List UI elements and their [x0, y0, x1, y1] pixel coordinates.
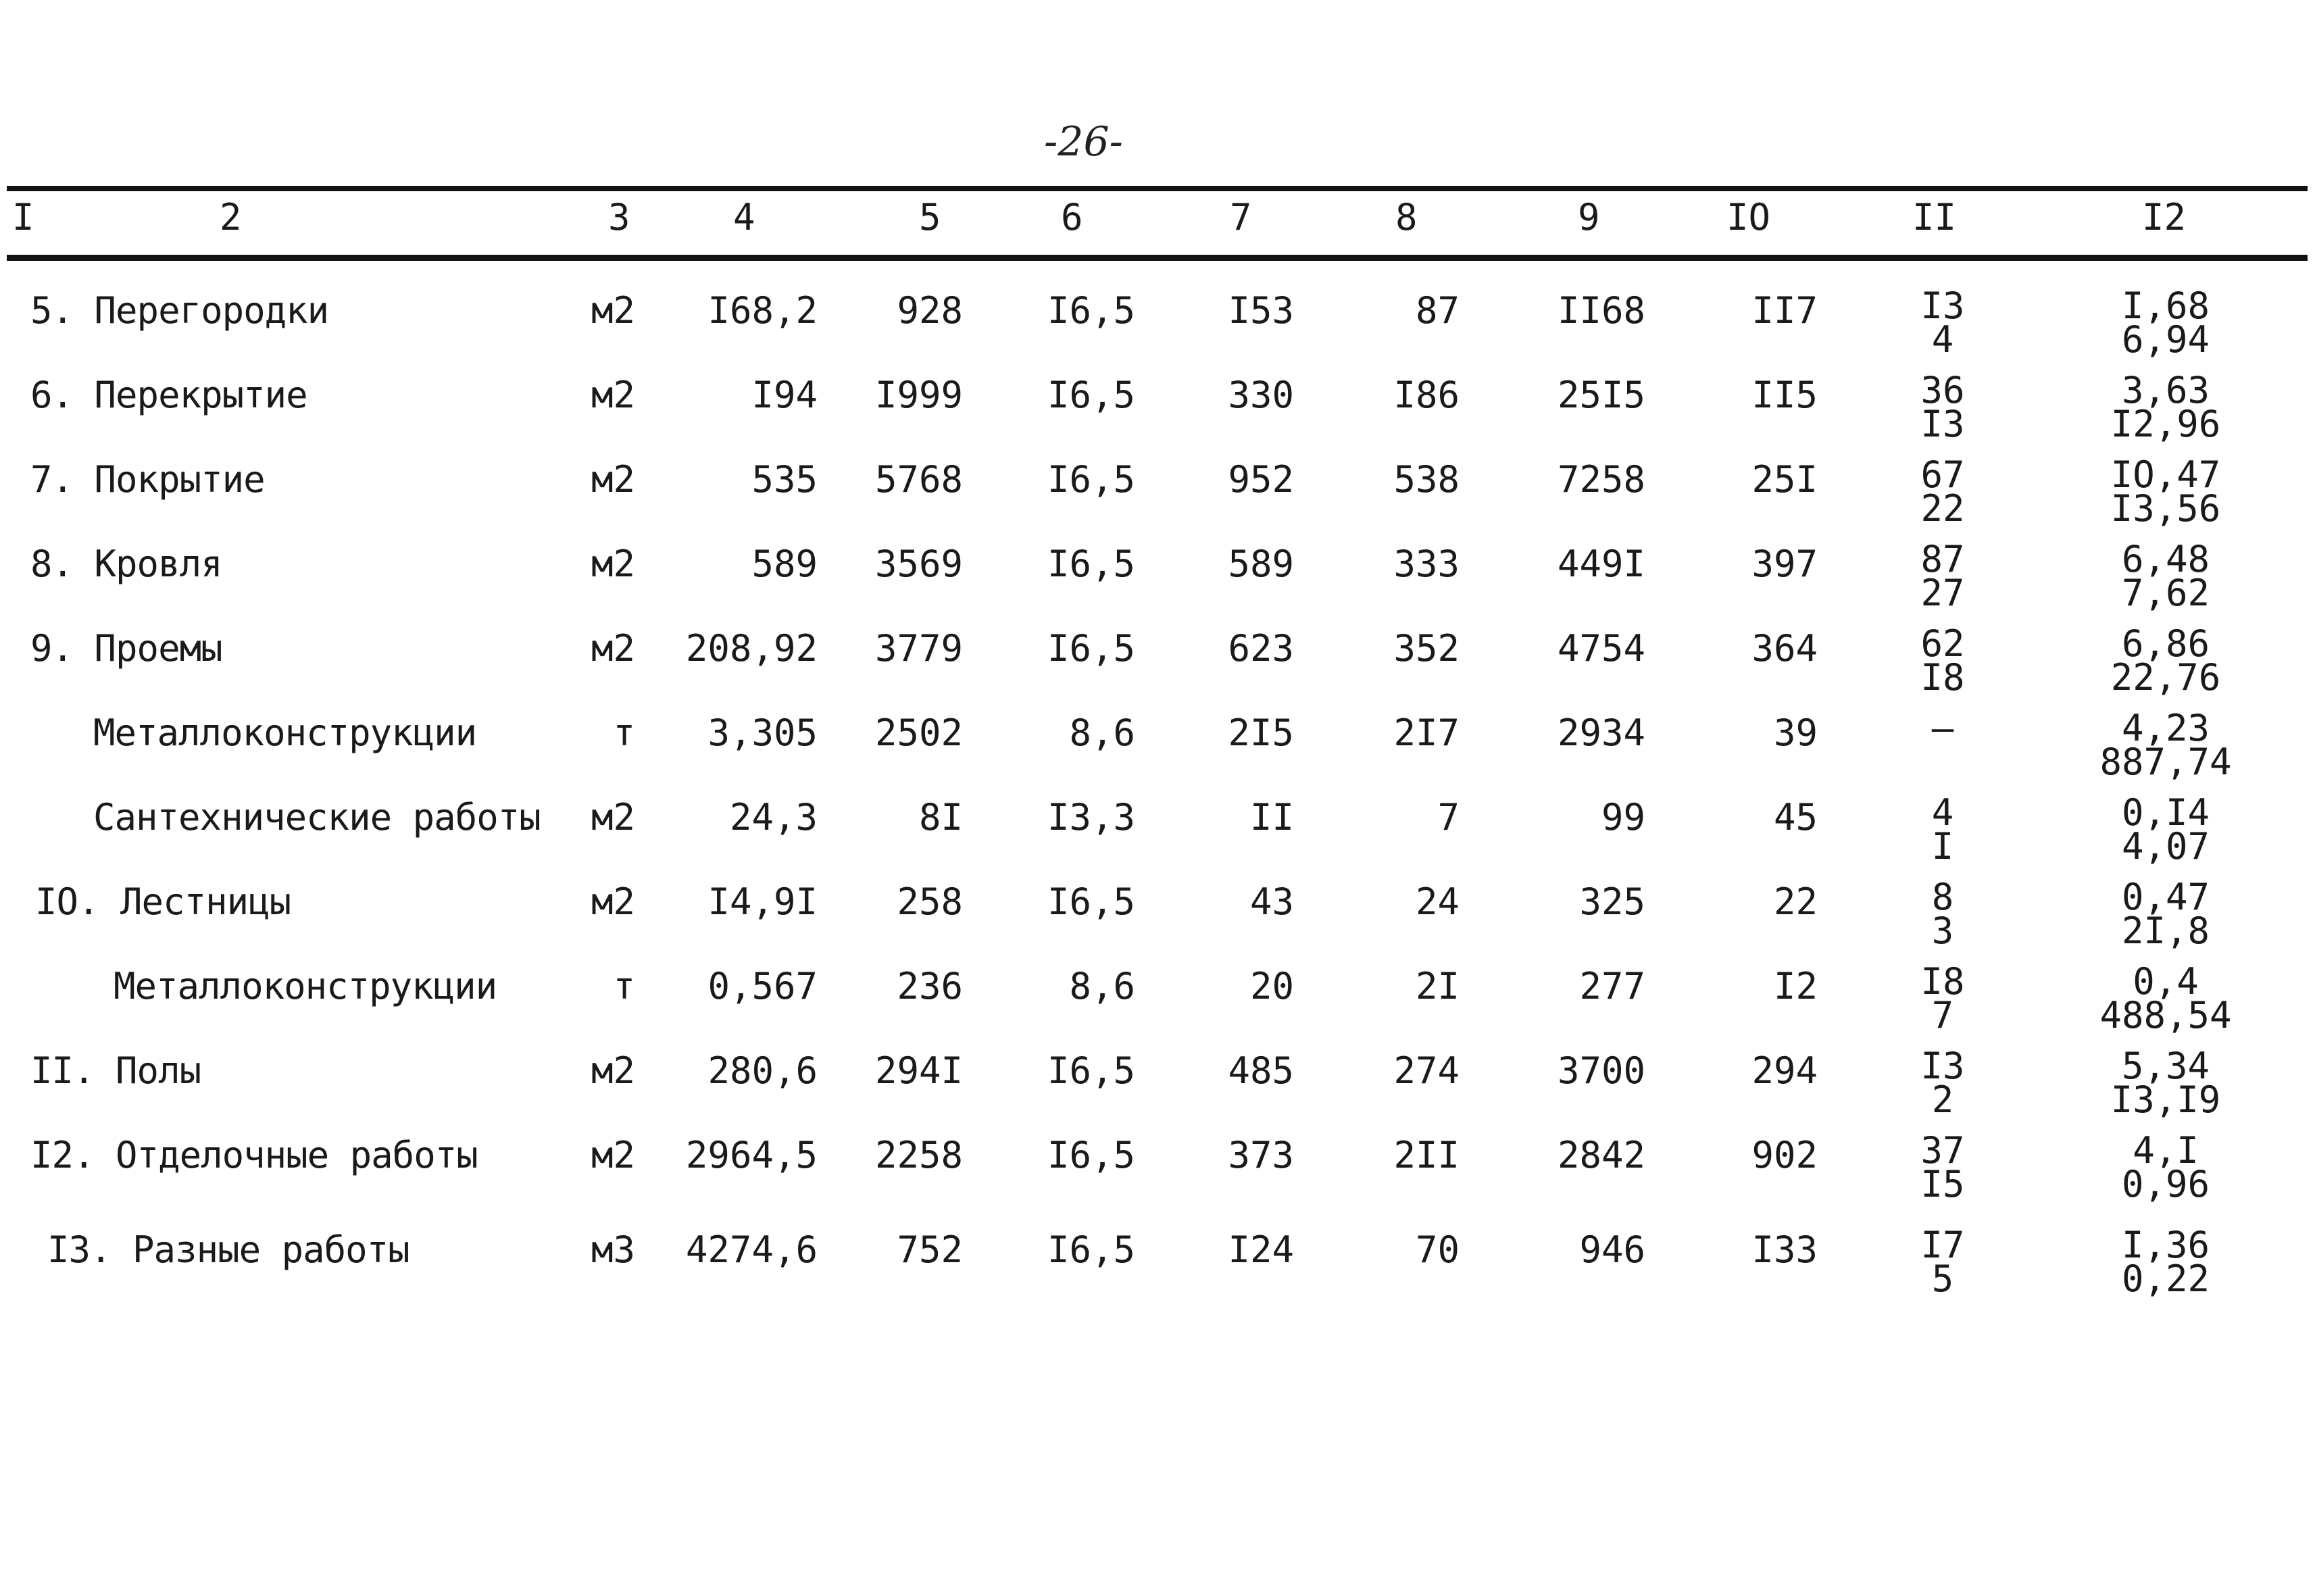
cell-c8: 70 — [1415, 1228, 1460, 1271]
cell-c9: 99 — [1601, 796, 1645, 839]
cell-c7: 2I5 — [1228, 712, 1294, 754]
table-row — [0, 622, 2315, 701]
cell-c12-fraction — [2078, 1129, 2254, 1205]
cell-c10: I33 — [1751, 1228, 1818, 1271]
cell-c9: 449I — [1557, 543, 1645, 585]
cell-c9: 277 — [1579, 965, 1645, 1007]
cell-c12-fraction — [2078, 1045, 2254, 1121]
cell-c4: I68,2 — [707, 289, 818, 332]
page-number: -26- — [1044, 118, 1123, 166]
table-row — [0, 876, 2315, 955]
row-name: 5. Перегородки — [30, 289, 329, 332]
cell-c4: 535 — [751, 458, 818, 501]
c11-top-value: I3 — [1920, 284, 1965, 327]
row-name: I3. Разные работы — [47, 1228, 409, 1271]
column-header-6: 6 — [1061, 196, 1083, 239]
c12-top-value: 4,23 — [2121, 707, 2210, 749]
cell-unit: м2 — [591, 543, 635, 585]
cell-c6: I6,5 — [1047, 374, 1135, 416]
cell-c4: 208,92 — [685, 627, 818, 670]
table-row — [0, 284, 2315, 364]
cell-c6: I6,5 — [1047, 1049, 1135, 1092]
table-row — [0, 369, 2315, 448]
table-row — [0, 538, 2315, 617]
row-name: II. Полы — [30, 1049, 201, 1092]
cell-c5: 2258 — [874, 1134, 963, 1176]
cell-unit: м2 — [591, 1134, 635, 1176]
c11-bottom-value: 5 — [1931, 1257, 1954, 1300]
row-name: IO. Лестницы — [35, 880, 291, 923]
cell-c11-fraction — [1895, 284, 1990, 361]
c12-top-value: 6,48 — [2121, 538, 2210, 580]
cell-c7: 485 — [1228, 1049, 1294, 1092]
cell-c4: 2964,5 — [685, 1134, 818, 1176]
c12-top-value: I,68 — [2121, 284, 2210, 327]
cell-c4: 0,567 — [707, 965, 818, 1007]
cell-c10: 22 — [1773, 880, 1818, 923]
cell-c8: 87 — [1415, 289, 1460, 332]
table-row — [0, 791, 2315, 870]
c11-top-value: I3 — [1920, 1045, 1965, 1087]
table-header — [0, 196, 2315, 250]
column-header-4: 4 — [733, 196, 755, 239]
column-header-12: I2 — [2142, 196, 2187, 239]
c11-top-value: – — [1931, 707, 1954, 749]
c12-bottom-value: 0,22 — [2121, 1257, 2210, 1300]
cell-c8: 24 — [1415, 880, 1460, 923]
cell-c10: 45 — [1773, 796, 1818, 839]
cell-c11-fraction — [1895, 453, 1990, 530]
cell-c6: I6,5 — [1047, 880, 1135, 923]
c12-top-value: 0,4 — [2133, 960, 2199, 1003]
cell-c4: I4,9I — [707, 880, 818, 923]
c11-bottom-value: I8 — [1920, 656, 1965, 699]
c11-top-value: 62 — [1920, 622, 1965, 665]
cell-c12-fraction — [2078, 538, 2254, 614]
cell-c8: 7 — [1437, 796, 1460, 839]
cell-c9: 3700 — [1557, 1049, 1645, 1092]
cell-c5: 5768 — [874, 458, 963, 501]
column-header-11: II — [1912, 196, 1957, 239]
cell-c11-fraction — [1895, 960, 1990, 1037]
c12-bottom-value: 4,07 — [2121, 825, 2210, 868]
cell-c10: 25I — [1751, 458, 1818, 501]
cell-c10: 902 — [1751, 1134, 1818, 1176]
cell-unit: м2 — [591, 374, 635, 416]
c12-bottom-value: I2,96 — [2110, 403, 2221, 445]
cell-unit: т — [613, 965, 635, 1007]
c11-top-value: 36 — [1920, 369, 1965, 412]
cell-c7: 20 — [1249, 965, 1294, 1007]
row-name: Сантехнические работы — [93, 796, 541, 839]
cell-c5: 928 — [897, 289, 963, 332]
c12-top-value: 3,63 — [2121, 369, 2210, 412]
c11-bottom-value: 3 — [1931, 909, 1954, 952]
c11-bottom-value: I3 — [1920, 403, 1965, 445]
cell-c10: 364 — [1751, 627, 1818, 670]
table-row — [0, 960, 2315, 1039]
cell-c6: 8,6 — [1069, 712, 1135, 754]
cell-c7: II — [1249, 796, 1294, 839]
c11-bottom-value: 27 — [1920, 572, 1965, 614]
cell-c5: 752 — [897, 1228, 963, 1271]
cell-c11-fraction — [1895, 622, 1990, 699]
cell-c6: I6,5 — [1047, 543, 1135, 585]
cell-c9: 946 — [1579, 1228, 1645, 1271]
cell-c8: 352 — [1393, 627, 1460, 670]
cell-c10: I2 — [1773, 965, 1818, 1007]
c12-bottom-value: I3,I9 — [2110, 1078, 2221, 1121]
cell-c5: 3569 — [874, 543, 963, 585]
table-top-rule — [7, 186, 2308, 191]
cell-c8: 274 — [1393, 1049, 1460, 1092]
c11-bottom-value: 22 — [1920, 487, 1965, 530]
cell-c6: 8,6 — [1069, 965, 1135, 1007]
c11-top-value: 8 — [1931, 876, 1954, 918]
cell-c4: I94 — [751, 374, 818, 416]
cell-c9: 2842 — [1557, 1134, 1645, 1176]
column-header-8: 8 — [1395, 196, 1418, 239]
c12-bottom-value: I3,56 — [2110, 487, 2221, 530]
cell-c7: 330 — [1228, 374, 1294, 416]
c12-bottom-value: 7,62 — [2121, 572, 2210, 614]
cell-c12-fraction — [2078, 791, 2254, 868]
cell-c11-fraction — [1895, 1045, 1990, 1121]
c12-top-value: 0,I4 — [2121, 791, 2210, 834]
c12-bottom-value: 488,54 — [2099, 994, 2232, 1037]
c11-top-value: 37 — [1920, 1129, 1965, 1172]
cell-c8: 538 — [1393, 458, 1460, 501]
cell-c6: I3,3 — [1047, 796, 1135, 839]
cell-c8: 2II — [1393, 1134, 1460, 1176]
table-row — [0, 1129, 2315, 1208]
cell-unit: м2 — [591, 796, 635, 839]
cell-unit: м2 — [591, 880, 635, 923]
cell-c12-fraction — [2078, 876, 2254, 952]
cell-c6: I6,5 — [1047, 458, 1135, 501]
c11-bottom-value: I — [1931, 825, 1954, 868]
column-header-7: 7 — [1230, 196, 1252, 239]
row-name: Металлоконструкции — [93, 712, 477, 754]
column-header-3: 3 — [608, 196, 630, 239]
cell-c7: 43 — [1249, 880, 1294, 923]
cell-c12-fraction — [2078, 369, 2254, 445]
cell-c5: 294I — [874, 1049, 963, 1092]
cell-c7: 589 — [1228, 543, 1294, 585]
cell-c6: I6,5 — [1047, 627, 1135, 670]
c11-bottom-value: I5 — [1920, 1163, 1965, 1205]
cell-c5: 3779 — [874, 627, 963, 670]
cell-c5: 8I — [918, 796, 963, 839]
cell-c5: 2502 — [874, 712, 963, 754]
cell-c12-fraction — [2078, 284, 2254, 361]
cell-unit: м2 — [591, 627, 635, 670]
cell-c7: I53 — [1228, 289, 1294, 332]
cell-c7: 952 — [1228, 458, 1294, 501]
cell-c5: 258 — [897, 880, 963, 923]
cell-unit: м2 — [591, 289, 635, 332]
cell-unit: т — [613, 712, 635, 754]
cell-c11-fraction — [1895, 538, 1990, 614]
cell-c9: 2934 — [1557, 712, 1645, 754]
cell-unit: м2 — [591, 1049, 635, 1092]
cell-c10: II5 — [1751, 374, 1818, 416]
c12-top-value: 6,86 — [2121, 622, 2210, 665]
table-header-rule — [7, 255, 2308, 261]
cell-c4: 24,3 — [729, 796, 818, 839]
cell-c7: I24 — [1228, 1228, 1294, 1271]
table-row — [0, 1224, 2315, 1303]
cell-c10: 294 — [1751, 1049, 1818, 1092]
c11-top-value: 67 — [1920, 453, 1965, 496]
cell-c12-fraction — [2078, 707, 2254, 783]
cell-c11-fraction — [1895, 791, 1990, 868]
c12-bottom-value: 6,94 — [2121, 318, 2210, 361]
c12-bottom-value: 2I,8 — [2121, 909, 2210, 952]
c12-bottom-value: 887,74 — [2099, 741, 2232, 783]
c11-top-value: I8 — [1920, 960, 1965, 1003]
cell-c12-fraction — [2078, 960, 2254, 1037]
cell-unit: м3 — [591, 1228, 635, 1271]
c12-top-value: I,36 — [2121, 1224, 2210, 1266]
c11-bottom-value: 7 — [1931, 994, 1954, 1037]
row-name: 9. Проемы — [30, 627, 222, 670]
c12-bottom-value: 0,96 — [2121, 1163, 2210, 1205]
c12-top-value: 5,34 — [2121, 1045, 2210, 1087]
row-name: 8. Кровля — [30, 543, 222, 585]
c11-top-value: 4 — [1931, 791, 1954, 834]
table-row — [0, 1045, 2315, 1124]
row-name: I2. Отделочные работы — [30, 1134, 478, 1176]
cell-c11-fraction — [1895, 369, 1990, 445]
c11-bottom-value: 4 — [1931, 318, 1954, 361]
cell-c6: I6,5 — [1047, 1134, 1135, 1176]
column-header-10: IO — [1726, 196, 1771, 239]
cell-c9: 325 — [1579, 880, 1645, 923]
table-row — [0, 707, 2315, 786]
cell-c7: 373 — [1228, 1134, 1294, 1176]
cell-c12-fraction — [2078, 1224, 2254, 1300]
c12-bottom-value: 22,76 — [2110, 656, 2221, 699]
cell-c6: I6,5 — [1047, 1228, 1135, 1271]
cell-c4: 280,6 — [707, 1049, 818, 1092]
cell-c8: 2I7 — [1393, 712, 1460, 754]
c12-top-value: 4,I — [2133, 1129, 2199, 1172]
cell-c8: 2I — [1415, 965, 1460, 1007]
column-header-1: I — [12, 196, 34, 239]
cell-c9: 25I5 — [1557, 374, 1645, 416]
cell-c6: I6,5 — [1047, 289, 1135, 332]
cell-c9: 7258 — [1557, 458, 1645, 501]
cell-c11-fraction — [1895, 876, 1990, 952]
column-header-9: 9 — [1578, 196, 1600, 239]
cell-c4: 4274,6 — [685, 1228, 818, 1271]
table-row — [0, 453, 2315, 532]
cell-unit: м2 — [591, 458, 635, 501]
cell-c11-fraction — [1895, 1129, 1990, 1205]
cell-c9: II68 — [1557, 289, 1645, 332]
cell-c9: 4754 — [1557, 627, 1645, 670]
cell-c4: 3,305 — [707, 712, 818, 754]
cell-c5: 236 — [897, 965, 963, 1007]
cell-c8: 333 — [1393, 543, 1460, 585]
c12-top-value: 0,47 — [2121, 876, 2210, 918]
cell-c11-fraction — [1895, 1224, 1990, 1300]
row-name: Металлоконструкции — [114, 965, 497, 1007]
cell-c5: I999 — [874, 374, 963, 416]
c11-top-value: 87 — [1920, 538, 1965, 580]
cell-c12-fraction — [2078, 622, 2254, 699]
cell-c11-fraction — [1895, 707, 1990, 749]
cell-c4: 589 — [751, 543, 818, 585]
c12-top-value: IO,47 — [2110, 453, 2221, 496]
cell-c7: 623 — [1228, 627, 1294, 670]
cell-c12-fraction — [2078, 453, 2254, 530]
cell-c8: I86 — [1393, 374, 1460, 416]
c11-top-value: I7 — [1920, 1224, 1965, 1266]
column-header-5: 5 — [919, 196, 941, 239]
cell-c10: II7 — [1751, 289, 1818, 332]
row-name: 7. Покрытие — [30, 458, 265, 501]
column-header-2: 2 — [220, 196, 242, 239]
c11-bottom-value: 2 — [1931, 1078, 1954, 1121]
row-name: 6. Перекрытие — [30, 374, 307, 416]
cell-c10: 397 — [1751, 543, 1818, 585]
cell-c10: 39 — [1773, 712, 1818, 754]
